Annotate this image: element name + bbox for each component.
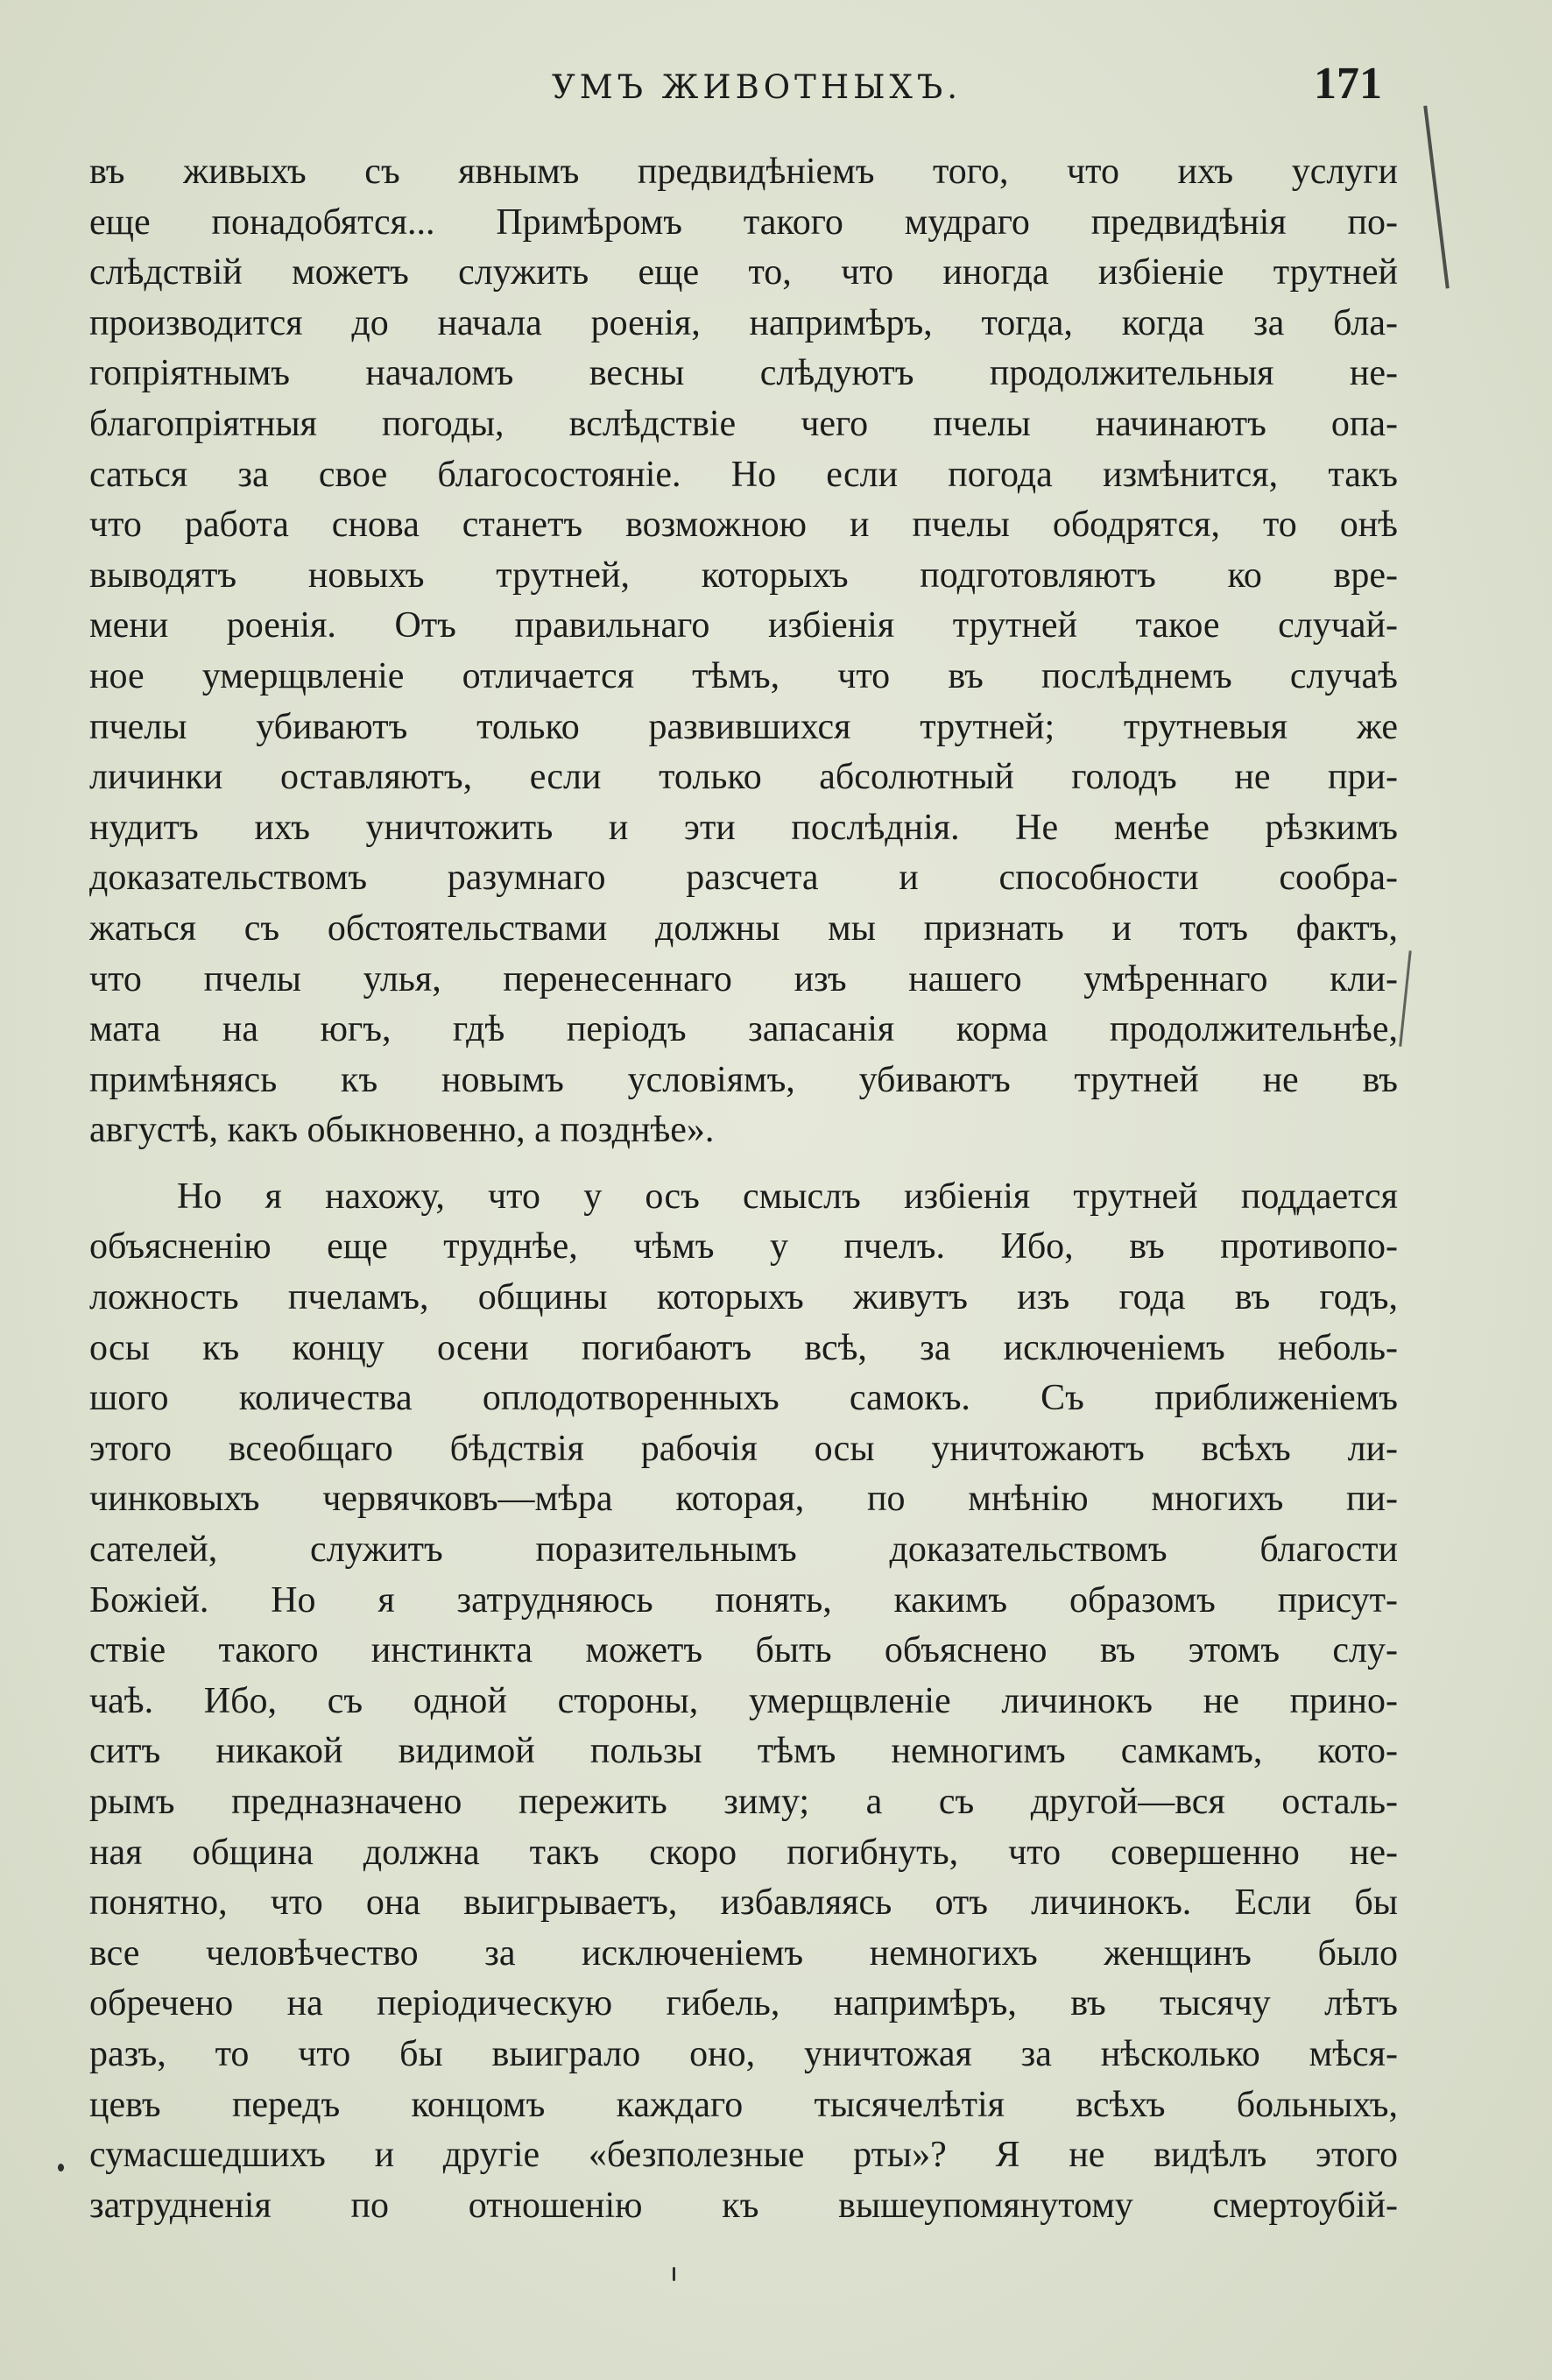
text-line: чинковыхъ червячковъ—мѣра которая, по мнѣнію многихъ пи-: [89, 1479, 1398, 1520]
text-line: этого всеобщаго бѣдствія рабочія осы уничтожаютъ всѣхъ ли-: [89, 1428, 1398, 1469]
ink-speck: [673, 2267, 675, 2281]
text-line: шого количества оплодотворенныхъ самокъ. Съ приближеніемъ: [89, 1378, 1398, 1419]
text-line: жаться съ обстоятельствами должны мы признать и тотъ фактъ,: [89, 908, 1398, 949]
text-line: осы къ концу осени погибаютъ всѣ, за исключеніемъ неболь-: [89, 1327, 1398, 1368]
text-line: обречено на періодическую гибель, напримѣръ, въ тысячу лѣтъ: [89, 1983, 1398, 2024]
text-line: Божіей. Но я затрудняюсь понять, какимъ образомъ присут-: [89, 1579, 1398, 1621]
text-line: примѣняясь къ новымъ условіямъ, убиваютъ трутней не въ: [89, 1059, 1398, 1100]
text-line: августѣ, какъ обыкновенно, а позднѣе».: [89, 1110, 715, 1151]
text-line: мата на югъ, гдѣ періодъ запасанія корма продолжительнѣе,: [89, 1009, 1398, 1050]
body-text: [89, 147, 1398, 2231]
text-line: производится до начала роенія, напримѣръ, тогда, когда за бла-: [89, 302, 1398, 343]
page-header: [0, 54, 1552, 124]
text-line: еще понадобятся... Примѣромъ такого мудраго предвидѣнія по-: [89, 201, 1398, 243]
paragraph-1: [89, 147, 1398, 1156]
text-line: выводятъ новыхъ трутней, которыхъ подготовляютъ ко вре-: [89, 554, 1398, 596]
ink-speck: [58, 2164, 64, 2172]
text-line: объясненію еще труднѣе, чѣмъ у пчелъ. Ибо, въ противопо-: [89, 1226, 1398, 1268]
running-title: УМЪ ЖИВОТНЫХЪ.: [552, 68, 962, 106]
text-line: все человѣчество за исключеніемъ немногихъ женщинъ было: [89, 1932, 1398, 1974]
text-line: что работа снова станетъ возможною и пчелы ободрятся, то онѣ: [89, 505, 1398, 546]
text-line: ное умерщвленіе отличается тѣмъ, что въ послѣднемъ случаѣ: [89, 655, 1398, 696]
text-line: личинки оставляютъ, если только абсолютный голодъ не при-: [89, 757, 1398, 798]
text-line: что пчелы улья, перенесеннаго изъ нашего умѣреннаго кли-: [89, 958, 1398, 999]
text-line: затрудненія по отношенію къ вышеупомянутому смертоубій-: [89, 2185, 1398, 2226]
text-line: разъ, то что бы выиграло оно, уничтожая за нѣсколько мѣся-: [89, 2033, 1398, 2074]
text-line: слѣдствій можетъ служить еще то, что иногда избіеніе трутней: [89, 252, 1398, 293]
text-line: пчелы убиваютъ только развившихся трутней; трутневыя же: [89, 706, 1398, 747]
text-line: Но я нахожу, что у осъ смыслъ избіенія трутней поддается: [177, 1176, 1398, 1217]
text-line: въ живыхъ съ явнымъ предвидѣніемъ того, что ихъ услуги: [89, 152, 1398, 192]
text-line: рымъ предназначено пережить зиму; а съ другой—вся осталь-: [89, 1782, 1398, 1822]
text-line: понятно, что она выигрываетъ, избавляясь отъ личинокъ. Если бы: [89, 1882, 1398, 1924]
page-number: 171: [1314, 59, 1382, 109]
text-line: гопріятнымъ началомъ весны слѣдуютъ продолжительныя не-: [89, 353, 1398, 394]
text-line: ная община должна такъ скоро погибнуть, что совершенно не-: [89, 1832, 1398, 1873]
text-line: ствіе такого инстинкта можетъ быть объяснено въ этомъ слу-: [89, 1630, 1398, 1671]
text-line: ложность пчеламъ, общины которыхъ живутъ изъ года въ годъ,: [89, 1277, 1398, 1318]
text-line: благопріятныя погоды, вслѣдствіе чего пчелы начинаютъ опа-: [89, 403, 1398, 444]
paragraph-gap: [89, 1156, 1398, 1172]
text-line: ситъ никакой видимой пользы тѣмъ немногимъ самкамъ, кото-: [89, 1731, 1398, 1772]
text-line: чаѣ. Ибо, съ одной стороны, умерщвленіе личинокъ не прино-: [89, 1680, 1398, 1721]
paragraph-2: [89, 1172, 1398, 2231]
text-line: цевъ передъ концомъ каждаго тысячелѣтія всѣхъ больныхъ,: [89, 2084, 1398, 2125]
text-line: мени роенія. Отъ правильнаго избіенія трутней такое случай-: [89, 605, 1398, 646]
text-line: доказательствомъ разумнаго разсчета и способности сообра-: [89, 858, 1398, 899]
text-line: сумасшедшихъ и другіе «безполезные рты»? Я не видѣлъ этого: [89, 2135, 1398, 2176]
text-line: саться за свое благосостояніе. Но если погода измѣнится, такъ: [89, 454, 1398, 495]
text-line: сателей, служитъ поразительнымъ доказательствомъ благости: [89, 1529, 1398, 1571]
text-line: нудитъ ихъ уничтожить и эти послѣднія. Не менѣе рѣзкимъ: [89, 807, 1398, 848]
